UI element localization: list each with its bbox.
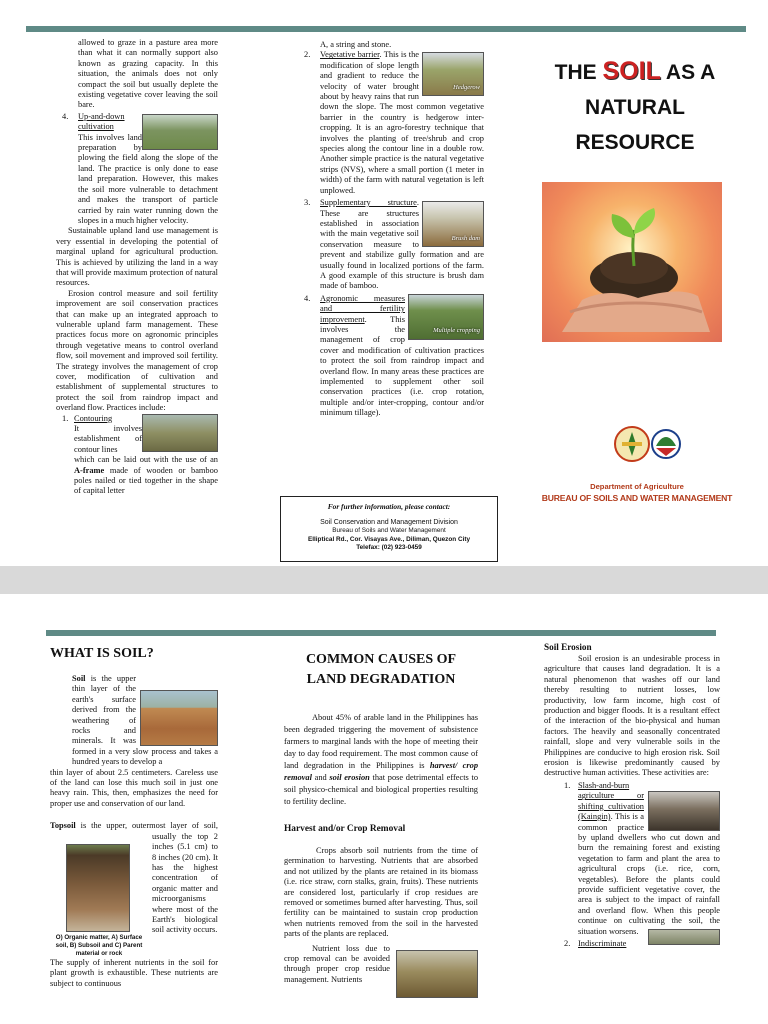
da-bswm-logo: [612, 424, 684, 466]
item-text: . This is a common practice by upland dwellers who cut down and burn the remaining forest and existing vegetation to farm and plant the area to agricultural crops (i.e. rice, corn, vegetables). Before the plants could provide sufficient vegetative cover, the area is subject to the impact of rainfall and overland flow. When this people continue on cultivating the soil, the situation worsens.: [578, 812, 720, 936]
cover-title-line2: NATURAL: [585, 96, 685, 119]
contact-address: Elliptical Rd., Cor. Visayas Ave., Diliman, Quezon City: [307, 535, 471, 543]
seedling-in-hands-illustration: [542, 182, 722, 342]
cover-title: [528, 54, 742, 160]
soil-erosion-paragraph: Soil erosion is an undesirable process in agriculture that causes land degradation. It is a natural phenomenon that washes off our land thereby resulting to nutrient losses, low productivity, low farm income, high cost of production and bigger floods. It is a resultant effect of the interaction of the bio-physical and human factors. The heavily and seasonally concentrated rainfall, slope and very vulnerable soils in the Philippines are conducive to high erosion risk. Soil erosion is likewise predominantly caused by destructive human activities. These activities are:: [544, 654, 720, 778]
what-is-soil-heading: WHAT IS SOIL?: [50, 646, 154, 661]
soil-profile-photo: [66, 844, 130, 932]
list-number: 4.: [62, 111, 69, 121]
photo-caption: Brush dam: [451, 234, 480, 242]
grazing-paragraph: allowed to graze in a pasture area more than what it can normally support also known as grazing capacity. In this situation, the animals does not only compact the soil but usually deplete the existing vegetative cover leaving the soil bare.: [78, 38, 218, 110]
list-item-up-down-cultivation: [56, 112, 218, 226]
list-number: 1.: [62, 413, 69, 423]
list-number: 2.: [564, 938, 571, 948]
soil-profile-figure: [50, 834, 148, 958]
soil-profile-caption: O) Organic matter, A) Surface soil, B) Subsoil and C) Parent material or rock: [55, 933, 143, 957]
item-title: Contouring: [74, 413, 113, 423]
inside-column-2: [284, 650, 478, 998]
harvest-term: harvest/ crop removal: [284, 761, 479, 782]
photo-caption: Multiple cropping: [433, 327, 480, 335]
bureau-label: BUREAU OF SOILS AND WATER MANAGEMENT: [541, 493, 733, 503]
harvest-paragraph: Crops absorb soil nutrients from the time of germination to harvesting. Nutrients that are absorbed and not utilized by the plants are retained in its biomass (i.e. rice straw, corn stalks, grain, fruits). These nutrients are considered lost, particularly if crop residues are removed or sometimes burned after harvesting. Thus, soil fertility can be maintained to sustain crop production when nutrients removed from the soil in the harvested parts of the plants are replaced.: [284, 846, 478, 939]
land-degradation-heading: [284, 650, 478, 690]
list-item-agronomic-measures: [302, 294, 484, 419]
multiple-cropping-photo: [408, 294, 484, 340]
item-title: Supplementary structure: [320, 198, 417, 208]
land-degradation-paragraph: [284, 712, 478, 808]
item-title: Agronomic measures and fertility improvement: [320, 293, 405, 324]
inside-column-1: [50, 646, 218, 989]
soil-erosion-heading: Soil Erosion: [544, 642, 592, 652]
list-number: 2.: [304, 50, 311, 60]
soil-text-a: is the upper thin layer of the earth's surface derived from the weathering of rocks and minerals. It was formed in a very slow process and takes a hundred years to develop a: [72, 674, 218, 767]
topsoil-term: Topsoil: [50, 821, 76, 831]
agency-name: [530, 482, 744, 503]
cover-title-line3: RESOURCE: [575, 131, 695, 154]
item-text: This involves land preparation by plowing the field along the slope of the land. The practice is only done to ease land preparation. However, this makes the soil more vulnerable to detachment and makes the transport of particle carried by rain water running down the slopes in a much higher velocity.: [78, 132, 218, 225]
list-item-contouring: [56, 414, 218, 497]
heading-line-1: COMMON CAUSES OF: [305, 652, 457, 667]
soil-definition: [50, 674, 218, 809]
item-title: Vegetative barrier: [320, 50, 380, 60]
top-band-page1: [26, 26, 746, 32]
contact-box: [280, 496, 498, 562]
cover-photo: [542, 182, 722, 342]
photo-caption: Hedgerow: [453, 84, 480, 91]
soil-text-b: thin layer of about 2.5 centimeters. Careless use of the land can lose this much soil in just one heavy rain. This, then, emphasizes the need for proper use and conservation of our land.: [50, 767, 218, 808]
page-separator: [0, 566, 768, 594]
inside-column-3: [544, 642, 720, 949]
item-text: . This is the modification of slope length and gradient to reduce the velocity of water brought about by heavy rains that run down the slope. The most common vegetative barrier in the country is hedgerow inter-cropping. It is an agro-forestry technique that involves the planting of tree/shrub and crop species along the contour line in a double row. Another simple practice is the natural vegetative strips (NVS), where a small portion (1 meter in width) of the farm with natural vegetation is left unplowed.: [320, 50, 484, 195]
contact-division: Soil Conservation and Management Division: [320, 518, 458, 526]
contact-telefax: Telefax: (02) 923-0459: [356, 544, 422, 552]
p1-text-b: that pose detrimental effects to soil physico-chemical and biological properties resulting to fertility decline.: [284, 773, 479, 806]
item-text: . These are structures established in association with the main vegetative soil conservation measure to prevent and stabilize gully formation and are usually found in localized portions of the farm. A good example of this structure is brush dam made of bamboo.: [320, 198, 484, 291]
soil-erosion-term: soil erosion: [329, 773, 370, 782]
soil-layer-photo: [140, 690, 218, 746]
top-band-page2: [46, 630, 716, 636]
title-soil: SOIL: [602, 57, 661, 85]
list-item-vegetative-barrier: [302, 50, 484, 196]
list-item-slash-and-burn: [544, 781, 720, 937]
contouring-photo: [142, 414, 218, 452]
title-as-a: AS A: [665, 61, 716, 84]
list-number: 4.: [304, 293, 311, 303]
p3-text: Nutrient loss due to crop removal can be avoided through proper crop residue management. Nutrients: [284, 943, 390, 984]
a-frame-term: A-frame: [74, 465, 105, 475]
cover-title-line1: [528, 54, 742, 90]
outside-column-1: [56, 38, 218, 497]
brush-dam-photo: [422, 201, 484, 247]
title-the: THE: [554, 61, 597, 84]
topsoil-text-a: is the upper, outermost layer of: [80, 821, 199, 831]
soil-intro-block: [50, 674, 218, 768]
item-text: . This involves the management of crop cover and modification of cultivation practices to protect the soil from raindrop impact and overland flow. In many areas these practices are implemented to supplement other soil conservation practices (i.e. crop rotation, multiple and/or inter-cropping, contour and/or minimum tillage).: [320, 314, 484, 418]
contact-heading: For further information, please contact:: [327, 502, 451, 511]
hedgerow-photo: [422, 52, 484, 96]
sustainable-paragraph: Sustainable upland land use management is very essential in developing the potential of marginal upland for agricultural production. This is achieved by utilizing the land in a way that will provide maximum protection of natural resources.: [56, 226, 218, 288]
soil-term: Soil: [72, 674, 86, 683]
list-item-indiscriminate: [544, 939, 720, 949]
supply-paragraph: The supply of inherent nutrients in the soil for plant growth is exhaustible. These nutrients are subject to continuous: [50, 957, 218, 988]
item-text: It involves establishment of contour lines: [74, 424, 142, 454]
item-title: Slash-and-burn agriculture or shifting cultivation: [578, 780, 644, 811]
department-logos: [612, 424, 684, 466]
list-number: 3.: [304, 198, 311, 208]
logging-photo: [648, 929, 720, 945]
crop-residue-photo: [396, 950, 478, 998]
list-number: 1.: [564, 780, 571, 790]
topsoil-definition: [50, 821, 218, 989]
kaingin-term: (Kaingin): [578, 812, 611, 822]
erosion-control-paragraph: Erosion control measure and soil fertility improvement are soil conservation practices that can make up an integrated approach to vulnerable upland farm management. These practices focus more on agronomic principles through vegetative means to control overland flow, soil movement and improved soil fertility. The strategy involves the management of crop cover, modification of cultivation and establishment of supplemental structures to protect the soil from raindrop impact and overland flow. Practices include:: [56, 288, 218, 413]
continued-text: A, a string and stone.: [320, 40, 392, 49]
item-text-c: made of wooden or bamboo poles nailed or tied together in the shape of capital letter: [74, 465, 218, 496]
outside-column-2: [302, 40, 484, 419]
topsoil-text-b: soil, usually the top 2 inches (5.1 cm) to 8 inches (20 cm). It has the highest concentration of organic matter and microorganisms where most of the Earth's biological soil activity occurs.: [152, 821, 219, 935]
heading-line-2: LAND DEGRADATION: [306, 672, 456, 687]
item-title: Up-and-down cultivation: [78, 111, 125, 132]
p1-and: and: [314, 773, 327, 782]
harvest-subheading: Harvest and/or Crop Removal: [284, 824, 406, 834]
kaingin-photo: [648, 791, 720, 831]
item-title: Indiscriminate: [578, 938, 627, 948]
p1-text-a: About 45% of arable land in the Philippines has been degraded triggering the movement of subsistence farmers to marginal lands with the hope of meeting their day to day food requirement. The most common cause of land degradation in the Philippines is: [284, 713, 478, 770]
department-label: Department of Agriculture: [590, 482, 684, 491]
item-text-b: which can be laid out with the use of an: [74, 455, 218, 465]
nutrient-loss-paragraph: [284, 944, 478, 986]
contact-bureau: Bureau of Soils and Water Management: [332, 527, 446, 535]
up-down-cultivation-photo: [142, 114, 218, 150]
list-item-supplementary-structure: [302, 198, 484, 292]
